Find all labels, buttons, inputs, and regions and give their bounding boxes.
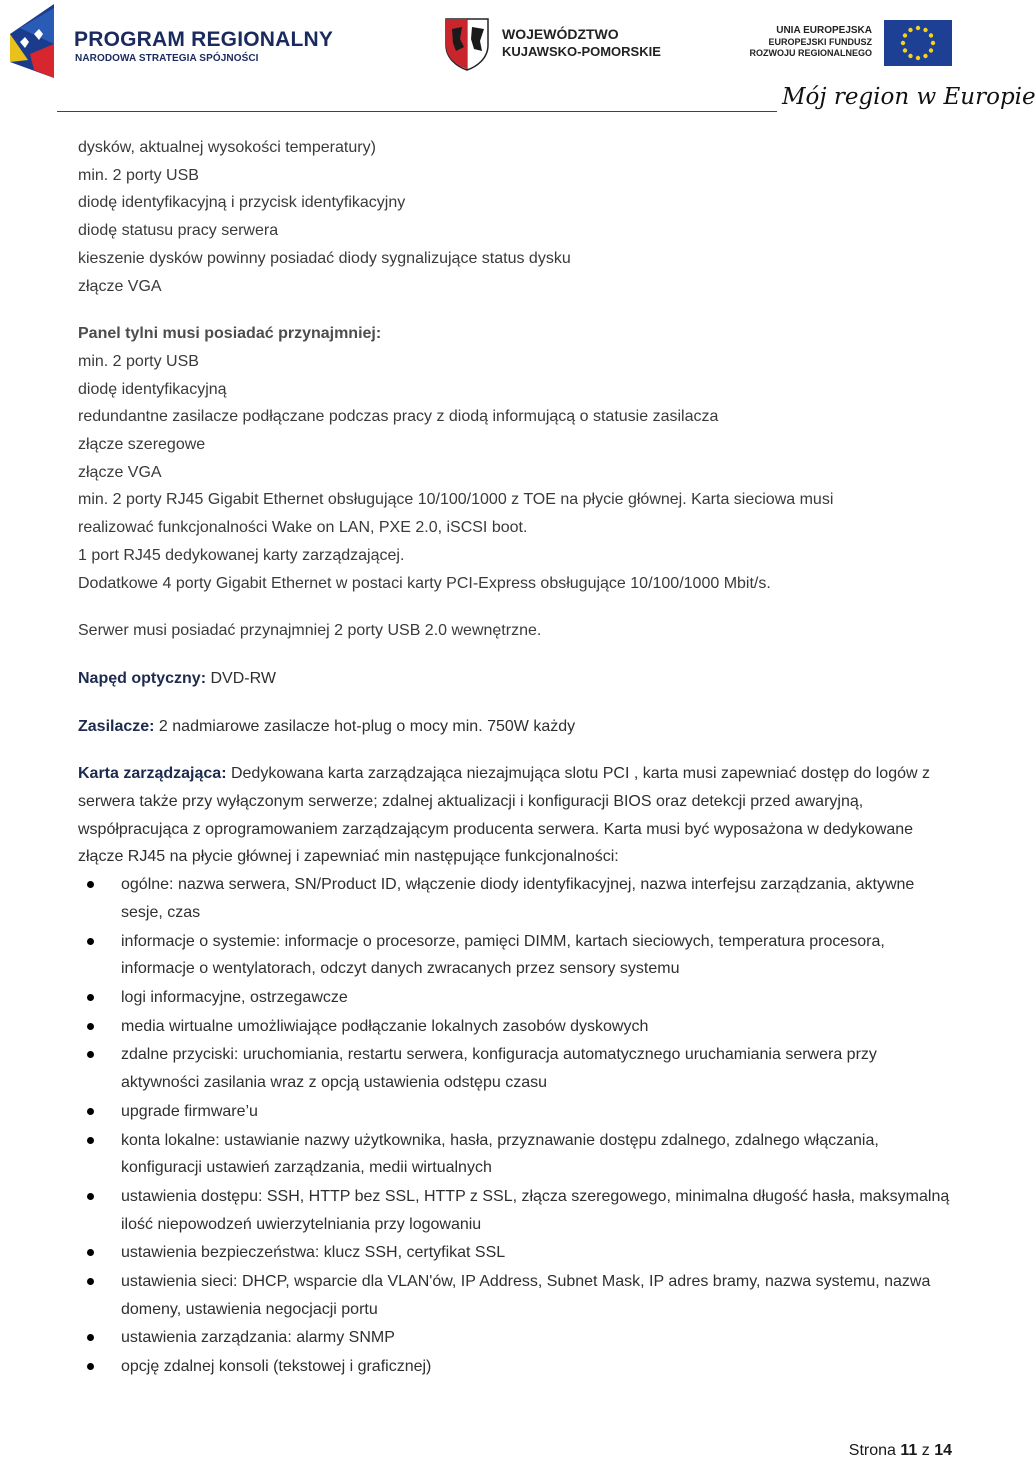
list-item: informacje o systemie: informacje o procesorze, pamięci DIMM, kartach sieciowych, temperatura procesora, informacje o wentylatorach, odczyt danych zwracanych przez sensory systemu xyxy=(78,928,953,983)
usb-internal-requirement: Serwer musi posiadać przynajmniej 2 porty USB 2.0 wewnętrzne. xyxy=(78,622,542,640)
rear-item: diodę identyfikacyjną xyxy=(78,380,227,398)
management-card-spec xyxy=(78,760,953,871)
list-item: media wirtualne umożliwiające podłączanie lokalnych zasobów dyskowych xyxy=(78,1013,953,1041)
program-subtitle: NARODOWA STRATEGIA SPÓJNOŚCI xyxy=(75,53,259,64)
list-item: ustawienia sieci: DHCP, wsparcie dla VLAN'ów, IP Address, Subnet Mask, IP adres bramy, nazwa systemu, nazwa domeny, ustawienia negocjacji portu xyxy=(78,1268,953,1323)
front-item: dysków, aktualnej wysokości temperatury) xyxy=(78,139,376,156)
region-name-line1: WOJEWÓDZTWO xyxy=(502,26,619,42)
bullet-icon xyxy=(87,881,94,888)
psu-value: 2 nadmiarowe zasilacze hot-plug o mocy min. 750W każdy xyxy=(154,717,576,735)
power-supply-spec xyxy=(78,713,953,741)
list-item: ustawienia zarządzania: alarmy SNMP xyxy=(78,1324,953,1352)
front-item: diodę statusu pracy serwera xyxy=(78,222,279,240)
eu-line1: UNIA EUROPEJSKA xyxy=(776,25,872,36)
list-item: ustawienia bezpieczeństwa: klucz SSH, certyfikat SSL xyxy=(78,1239,953,1267)
bullet-icon xyxy=(87,994,94,1001)
rear-item: min. 2 porty USB xyxy=(78,352,199,370)
optical-value: DVD-RW xyxy=(206,669,276,687)
program-regionalny-logo xyxy=(6,4,66,84)
document-body xyxy=(78,134,953,1382)
rear-item: złącze VGA xyxy=(78,463,162,481)
list-item: logi informacyjne, ostrzegawcze xyxy=(78,984,953,1012)
rear-item: złącze szeregowe xyxy=(78,436,206,454)
header-divider xyxy=(57,111,777,112)
eu-flag-icon xyxy=(884,20,952,66)
region-motto: Mój region w Europie xyxy=(782,84,1036,110)
list-item: ustawienia dostępu: SSH, HTTP bez SSL, HTTP z SSL, złącza szeregowego, minimalna długość hasła, maksymalną ilość niepowodzeń uwierzytelniania przy logowaniu xyxy=(78,1183,953,1238)
eu-line3: ROZWOJU REGIONALNEGO xyxy=(749,48,872,58)
rear-item: 1 port RJ45 dedykowanej karty zarządzającej. xyxy=(78,546,405,564)
bullet-icon xyxy=(87,1108,94,1115)
program-title: PROGRAM REGIONALNY xyxy=(74,28,334,51)
front-item: min. 2 porty USB xyxy=(78,166,199,184)
list-item: opcję zdalnej konsoli (tekstowej i graficznej) xyxy=(78,1353,953,1381)
page-number: Strona 11 z 14 xyxy=(848,1442,952,1459)
rear-panel-heading: Panel tylni musi posiadać przynajmniej: xyxy=(78,325,382,343)
psu-label: Zasilacze: xyxy=(78,717,155,735)
bullet-icon xyxy=(87,1051,94,1058)
bullet-icon xyxy=(87,1137,94,1144)
mgmt-text: Dedykowana karta zarządzająca niezajmująca slotu PCI , karta musi zapewniać dostęp do logów z serwera także przy wyłączonym serwerze; zdalnej aktualizacji i konfiguracji BIOS oraz detekcji przed awaryjną, współpracująca z oprogramowaniem zarządzającym producenta serwera. Karta musi być wyposażona w dedykowane złącze RJ45 na płycie głównej i zapewniać min następujące funkcjonalności: xyxy=(78,765,930,866)
list-item: ogólne: nazwa serwera, SN/Product ID, włączenie diody identyfikacyjnej, nazwa interfejsu zarządzania, aktywne sesje, czas xyxy=(78,871,953,926)
region-coat-of-arms-icon xyxy=(444,17,490,71)
bullet-icon xyxy=(87,1334,94,1341)
front-item: kieszenie dysków powinny posiadać diody sygnalizujące status dysku xyxy=(78,249,571,267)
bullet-icon xyxy=(87,1023,94,1030)
bullet-icon xyxy=(87,938,94,945)
rear-item: min. 2 porty RJ45 Gigabit Ethernet obsługujące 10/100/1000 z TOE na płycie głównej. Karta sieciowa musi xyxy=(78,491,834,509)
list-item: zdalne przyciski: uruchomiania, restartu serwera, konfiguracja automatycznego uruchamiania serwera przy aktywności zasilania wraz z opcją ustawienia odstępu czasu xyxy=(78,1041,953,1096)
region-name-line2: KUJAWSKO-POMORSKIE xyxy=(502,44,661,59)
eu-line2: EUROPEJSKI FUNDUSZ xyxy=(768,36,872,47)
optical-drive-spec xyxy=(78,665,953,693)
list-item: konta lokalne: ustawianie nazwy użytkownika, hasła, przyznawanie dostępu zdalnego, zdalnego włączania, konfiguracji ustawień zarządzania, medii wirtualnych xyxy=(78,1127,953,1182)
bullet-icon xyxy=(87,1193,94,1200)
front-item: diodę identyfikacyjną i przycisk identyfikacyjny xyxy=(78,194,406,212)
rear-item: redundantne zasilacze podłączane podczas pracy z diodą informującą o statusie zasilacza xyxy=(78,408,719,426)
bullet-icon xyxy=(87,1278,94,1285)
management-features-list xyxy=(78,871,953,1381)
page-header xyxy=(0,0,1036,125)
bullet-icon xyxy=(87,1363,94,1370)
bullet-icon xyxy=(87,1249,94,1256)
eu-fund-label xyxy=(749,25,872,60)
rear-item: Dodatkowe 4 porty Gigabit Ethernet w postaci karty PCI-Express obsługujące 10/100/1000 Mbit/s. xyxy=(78,574,771,592)
optical-label: Napęd optyczny: xyxy=(78,669,207,687)
rear-item: realizować funkcjonalności Wake on LAN, PXE 2.0, iSCSI boot. xyxy=(78,519,528,537)
list-item: upgrade firmware’u xyxy=(78,1098,953,1126)
front-item: złącze VGA xyxy=(78,277,162,295)
mgmt-label: Karta zarządzająca: xyxy=(78,765,227,783)
